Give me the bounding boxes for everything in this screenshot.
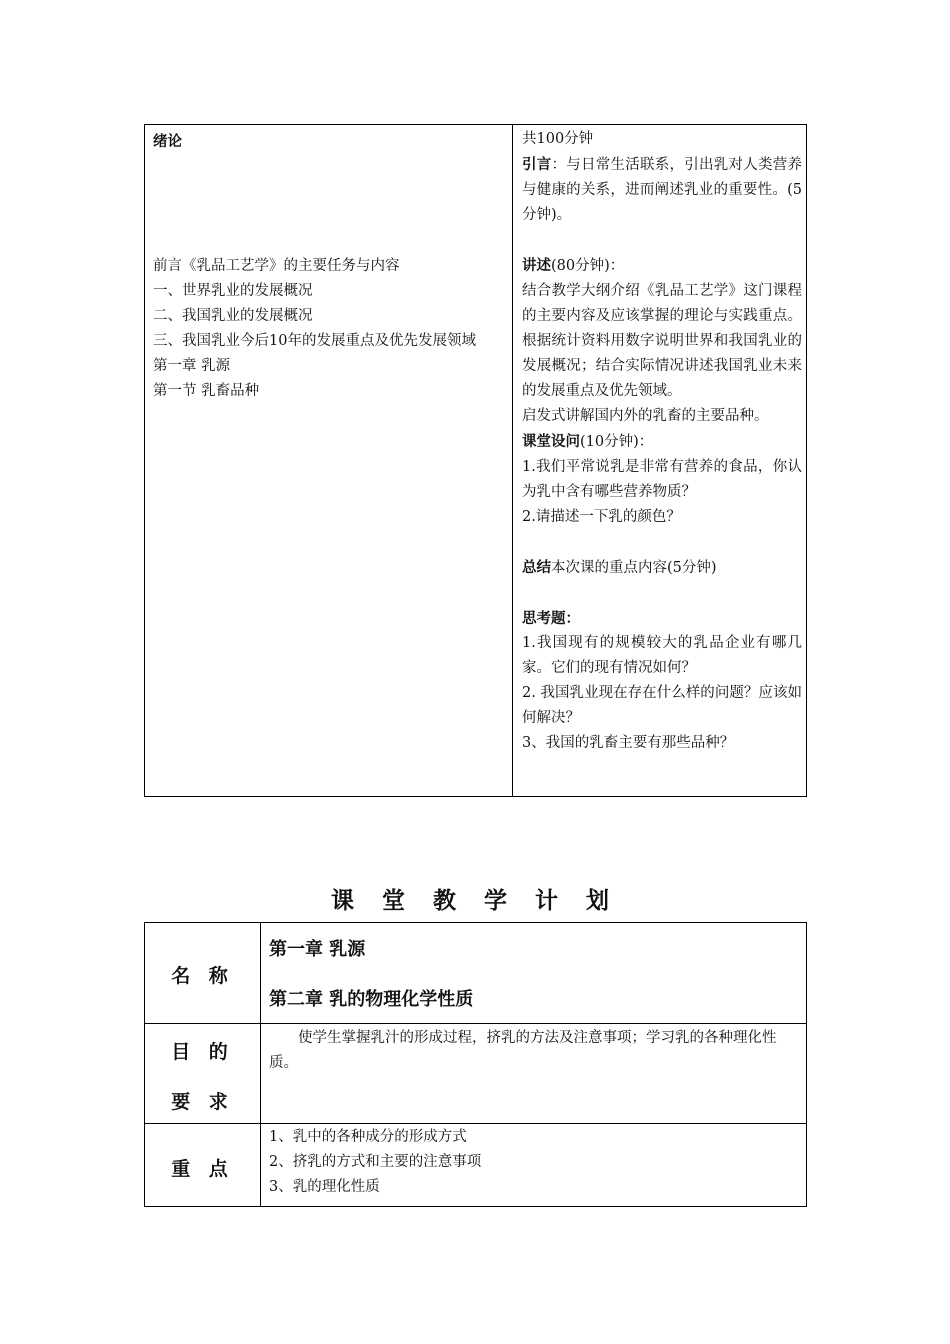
row-divider bbox=[145, 1123, 806, 1124]
think-item: 3、我国的乳畜主要有那些品种？ bbox=[522, 735, 735, 751]
question-item: 1.我们平常说乳是非常有营养的食品，你认为乳中含有哪些营养物质？ bbox=[522, 459, 802, 500]
summary-label: 总结 bbox=[522, 559, 551, 576]
lecture-label: 讲述 bbox=[522, 257, 551, 274]
row-divider bbox=[145, 1023, 806, 1024]
content-line: 一、世界乳业的发展概况 bbox=[153, 283, 313, 299]
chapter-line: 第二章 乳的物理化学性质 bbox=[269, 989, 474, 1010]
question-item: 2.请描述一下乳的颜色？ bbox=[522, 509, 681, 525]
intro-paragraph bbox=[522, 152, 802, 228]
think-item: 2. 我国乳业现在存在什么样的问题？应该如何解决？ bbox=[522, 685, 802, 726]
method-column bbox=[522, 127, 802, 756]
question-heading bbox=[522, 429, 802, 455]
content-line: 前言《乳品工艺学》的主要任务与内容 bbox=[153, 258, 400, 274]
key-point-item: 2、挤乳的方式和主要的注意事项 bbox=[269, 1154, 482, 1170]
key-point-item: 1、乳中的各种成分的形成方式 bbox=[269, 1129, 467, 1145]
lecture-suffix: (80分钟)： bbox=[551, 258, 625, 274]
section-title: 绪论 bbox=[153, 133, 182, 150]
content-line: 第一节 乳畜品种 bbox=[153, 383, 260, 399]
key-points-cell bbox=[269, 1125, 801, 1200]
chapter-line: 第一章 乳源 bbox=[269, 939, 366, 960]
summary-paragraph bbox=[522, 555, 802, 581]
lecture-text-2: 启发式讲解国内外的乳畜的主要品种。 bbox=[522, 408, 769, 424]
intro-text: ：与日常生活联系，引出乳对人类营养与健康的关系，进而阐述乳业的重要性。(5分钟)。 bbox=[522, 157, 802, 223]
question-suffix: (10分钟)： bbox=[580, 434, 654, 450]
think-label: 思考题： bbox=[522, 610, 580, 627]
lecture-heading bbox=[522, 253, 802, 279]
lecture-text: 结合教学大纲介绍《乳品工艺学》这门课程的主要内容及应该掌握的理论与实践重点。根据统计资料用数字说明世界和我国乳业的发展概况；结合实际情况讲述我国乳业未来的发展重点及优先领域。 bbox=[522, 283, 802, 399]
purpose-text: 使学生掌握乳汁的形成过程，挤乳的方法及注意事项；学习乳的各种理化性质。 bbox=[269, 1030, 777, 1071]
purpose-label-line1: 目 的 bbox=[171, 1041, 234, 1063]
duration-text: 共100分钟 bbox=[522, 131, 594, 147]
question-label: 课堂设问 bbox=[522, 433, 580, 450]
column-divider bbox=[260, 923, 261, 1206]
plan-title: 课 堂 教 学 计 划 bbox=[330, 888, 620, 914]
key-points-label: 重 点 bbox=[171, 1158, 234, 1180]
key-point-item: 3、乳的理化性质 bbox=[269, 1179, 380, 1195]
think-item: 1.我国现有的规模较大的乳品企业有哪几家。它们的现有情况如何？ bbox=[522, 635, 802, 676]
intro-label: 引言 bbox=[522, 156, 552, 173]
purpose-label-line2: 要 求 bbox=[171, 1091, 234, 1113]
name-label: 名 称 bbox=[171, 965, 234, 987]
content-line: 第一章 乳源 bbox=[153, 358, 231, 374]
lesson-outline-table bbox=[144, 124, 807, 797]
content-column bbox=[153, 129, 505, 404]
name-cell bbox=[269, 937, 801, 1013]
summary-text: 本次课的重点内容(5分钟) bbox=[551, 560, 717, 576]
teaching-plan-table bbox=[144, 922, 807, 1207]
content-line: 三、我国乳业今后10年的发展重点及优先发展领域 bbox=[153, 333, 476, 349]
column-divider bbox=[512, 125, 513, 796]
content-line: 二、我国乳业的发展概况 bbox=[153, 308, 313, 324]
